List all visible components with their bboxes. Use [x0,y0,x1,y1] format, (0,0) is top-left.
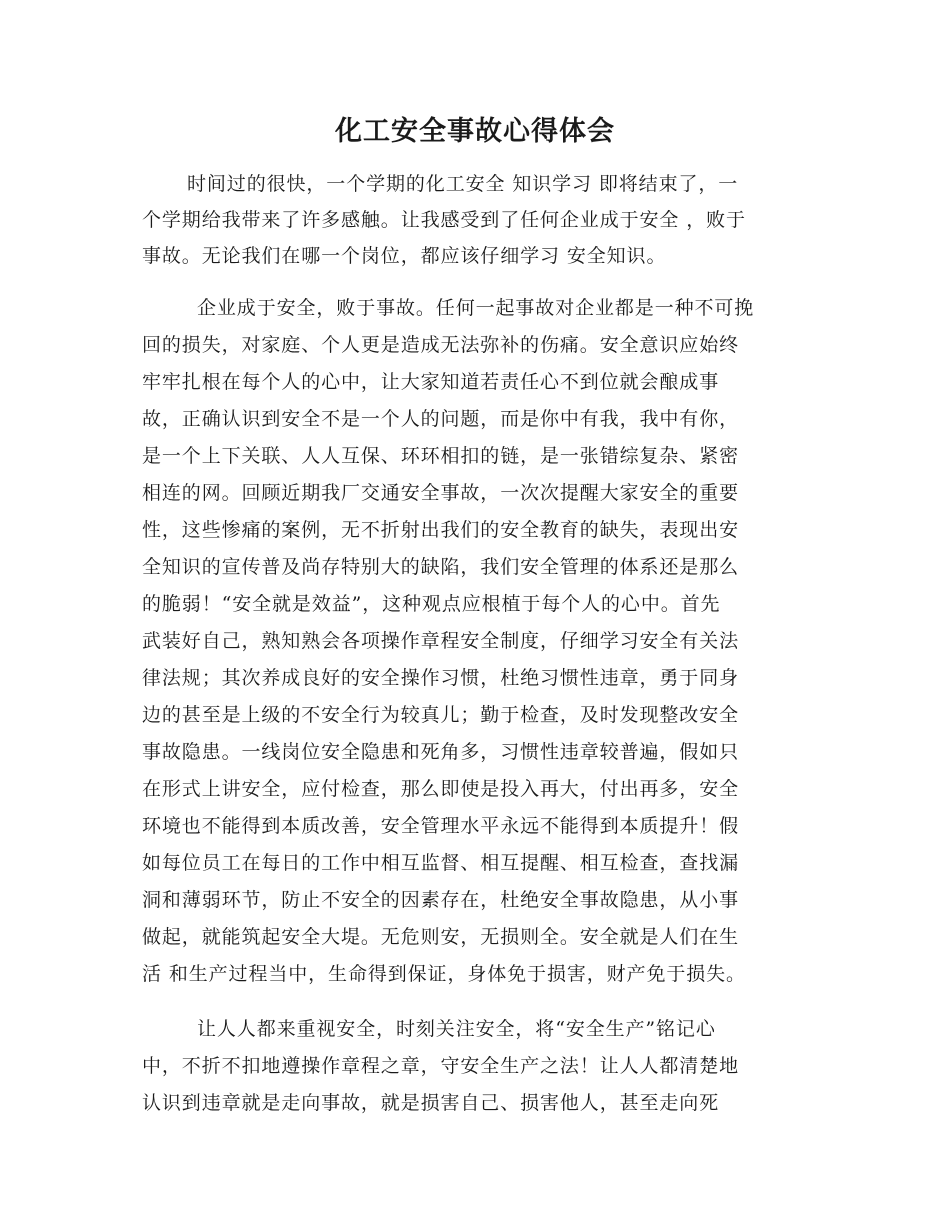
paragraph-2-line-13: 事故隐患。一线岗位安全隐患和死角多，习惯性违章较普遍，假如只 [142,741,740,763]
paragraph-2-line-12: 边的甚至是上级的不安全行为较真儿；勤于检查，及时发现整改安全 [142,704,740,726]
paragraph-3-line-1: 让人人都来重视安全，时刻关注安全，将“安全生产”铭记心 [197,1018,716,1040]
paragraph-2-line-8: 全知识的宣传普及尚存特别大的缺陷，我们安全管理的体系还是那么 [142,556,740,578]
paragraph-2-line-15: 环境也不能得到本质改善，安全管理水平永远不能得到本质提升！假 [142,815,740,837]
paragraph-2-line-1: 企业成于安全，败于事故。任何一起事故对企业都是一种不可挽 [197,297,755,319]
paragraph-2-line-5: 是一个上下关联、人人互保、环环相扣的链，是一张错综复杂、紧密 [142,445,740,467]
paragraph-2-line-2: 回的损失，对家庭、个人更是造成无法弥补的伤痛。安全意识应始终 [142,334,740,356]
paragraph-2-line-17: 洞和薄弱环节，防止不安全的因素存在，杜绝安全事故隐患，从小事 [142,889,740,911]
document-title: 化工安全事故心得体会 [335,116,615,147]
paragraph-2-line-18: 做起，就能筑起安全大堤。无危则安，无损则全。安全就是人们在生 [142,926,740,948]
paragraph-3-line-2: 中，不折不扣地遵操作章程之章，守安全生产之法！让人人都清楚地 [142,1055,740,1077]
paragraph-1-line-3: 事故。无论我们在哪一个岗位，都应该仔细学习 安全知识。 [142,245,667,267]
paragraph-2-line-10: 武装好自己，熟知熟会各项操作章程安全制度，仔细学习安全有关法 [142,630,740,652]
paragraph-2-line-3: 牢牢扎根在每个人的心中，让大家知道若责任心不到位就会酿成事 [142,371,720,393]
paragraph-1-line-2: 个学期给我带来了许多感触。让我感受到了任何企业成于安全 ，败于 [142,209,746,231]
paragraph-2-line-11: 律法规；其次养成良好的安全操作习惯，杜绝习惯性违章，勇于同身 [142,667,740,689]
paragraph-2-line-9: 的脆弱！“安全就是效益”，这种观点应根植于每个人的心中。首先 [142,593,721,615]
paragraph-2-line-14: 在形式上讲安全，应付检查，那么即使是投入再大，付出再多，安全 [142,778,740,800]
paragraph-2-line-16: 如每位员工在每日的工作中相互监督、相互提醒、相互检查，查找漏 [142,852,740,874]
paragraph-2-line-19: 活 和生产过程当中，生命得到保证，身体免于损害，财产免于损失。 [142,963,746,985]
paragraph-3-line-3: 认识到违章就是走向事故，就是损害自己、损害他人，甚至走向死 [142,1092,720,1114]
paragraph-2-line-7: 性，这些惨痛的案例，无不折射出我们的安全教育的缺失，表现出安 [142,519,740,541]
paragraph-2-line-6: 相连的网。回顾近期我厂交通安全事故，一次次提醒大家安全的重要 [142,482,740,504]
paragraph-2-line-4: 故，正确认识到安全不是一个人的问题，而是你中有我，我中有你， [142,408,740,430]
paragraph-1-line-1: 时间过的很快，一个学期的化工安全 知识学习 即将结束了，一 [187,173,739,195]
